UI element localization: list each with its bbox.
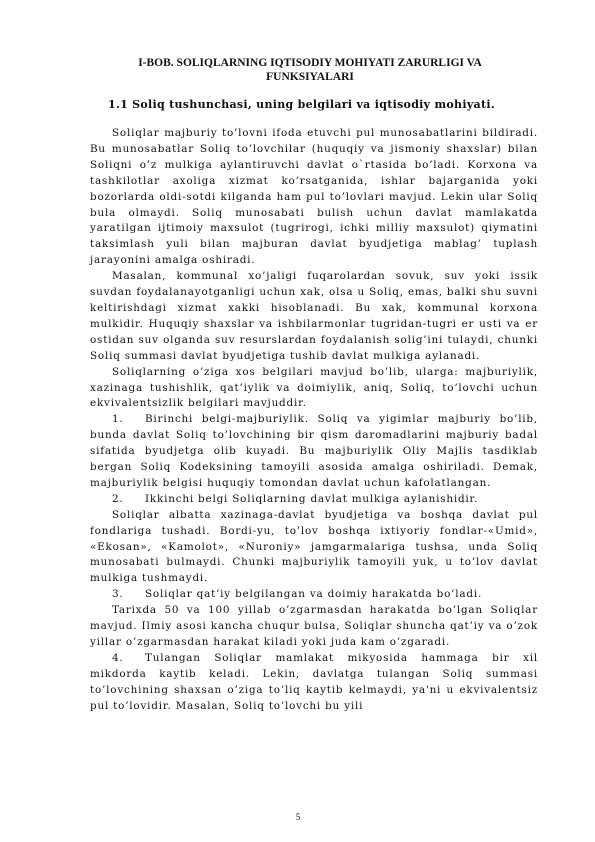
numbered-paragraph	[90, 412, 538, 492]
paragraph-text: Birinchi belgi-majburiylik. Soliq va yigimlar majburiy bo’lib, bunda davlat Soliq to’lovchining bir qism daromadlarini majburiy badal sifatida byudjetga olib kuyadi. Bu majburiylik Oliy Majlis tasdiklab bergan Soliq Kodeksining tamoyili asosida amalga oshiriladi. Demak, majburiylik belgisi huquqiy tomondan davlat uchun kafolatlangan.	[90, 413, 538, 489]
list-number: 2.	[112, 492, 124, 505]
paragraph-text: Soliqlar qat’iy belgilangan va doimiy harakatda bo’ladi.	[145, 588, 483, 601]
paragraph: Soliqlar albatta xazinaga-davlat byudjetiga va boshqa davlat pul fondlariga tushadi. Bordi-yu, to’lov boshqa ixtiyoriy fondlar-«Umid», «Ekosan», «Kamolot», «Nuroniy» jamgarmalariga tushsa, unda Soliq munosabati bulmaydi. Chunki majburiylik tamoyili yuk, u to’lov davlat mulkiga tushmaydi.	[90, 508, 538, 585]
numbered-paragraph	[90, 587, 538, 603]
page-number: 5	[295, 812, 301, 822]
chapter-title-line-1: I-BOB. SOLIQLARNING IQTISODIY MOHIYATI ZARURLIGI VA	[138, 57, 482, 69]
list-number: 3.	[112, 588, 124, 601]
paragraph-text: Tulangan Soliqlar mamlakat mikyosida hammaga bir xil mikdorda kaytib keladi. Lekin, davlatga tulangan Soliq summasi to’lovchining shaxsan o’ziga to’liq kaytib kelmaydi, ya'ni u ekvivalentsiz pul to’lovidir. Masalan, Soliq to’lovchi bu yili	[90, 651, 538, 712]
chapter-title	[110, 56, 510, 84]
list-number: 1.	[112, 413, 124, 426]
chapter-title-line-2: FUNKSIYALARI	[266, 71, 354, 83]
paragraph: Tarixda 50 va 100 yillab o’zgarmasdan harakatda bo’lgan Soliqlar mavjud. Ilmiy asosi kancha chuqur bulsa, Soliqlar shuncha qat’iy va o’zok yillar o’zgarmasdan harakat kiladi yoki juda kam o’zgaradi.	[90, 604, 538, 648]
paragraph: Soliqlarning o’ziga xos belgilari mavjud bo’lib, ularga: majburiylik, xazinaga tushishlik, qat’iylik va doimiylik, aniq, Soliq, to’lovchi uchun ekvivalentsizlik belgilari mavjuddir.	[90, 365, 538, 410]
numbered-paragraph	[90, 651, 538, 715]
numbered-paragraph	[90, 492, 538, 508]
section-title: 1.1 Soliq tushunchasi, uning belgilari va iqtisodiy mohiyati.	[108, 98, 495, 111]
list-number: 4.	[112, 651, 124, 664]
paragraph: Soliqlar majburiy to’lovni ifoda etuvchi pul munosabatlarini bildiradi. Bu munosabatlar Soliq to’lovchilar (huquqiy va jismoniy shaxslar) bilan Soliqni o’z mulkiga aylantiruvchi davlat o`rtasida bo’ladi. Korxona va tashkilotlar axoliga xizmat ko’rsatganida, ishlar bajarganida yoki bozorlarda oldi-sotdi kilganda ham pul to’lovlari mavjud. Lekin ular Soliq bula olmaydi. Soliq munosabati bulish uchun davlat mamlakatda yaratilgan ijtimoiy maxsulot (tugrirogi, ichki milliy maxsulot) qiymatini taksimlash yuli bilan majburan davlat byudjetiga mablag’ tuplash jarayonini amalga oshiradi.	[90, 127, 538, 267]
body-text	[90, 126, 538, 715]
paragraph: Masalan, kommunal xo’jaligi fuqarolardan sovuk, suv yoki issik suvdan foydalanayotganligi uchun xak, olsa u Soliq, emas, balki shu suvni keltirishdagi xizmat xakki hisoblanadi. Bu xak, kommunal korxona mulkidir. Huquqiy shaxslar va ishbilarmonlar tugridan-tugri er usti va er ostidan suv olganda suv resurslardan foydalanish solig’ini tulaydi, chunki Soliq summasi davlat byudjetiga tushib davlat mulkiga aylanadi.	[90, 270, 538, 362]
paragraph-text: Ikkinchi belgi Soliqlarning davlat mulkiga aylanishidir.	[145, 492, 479, 505]
